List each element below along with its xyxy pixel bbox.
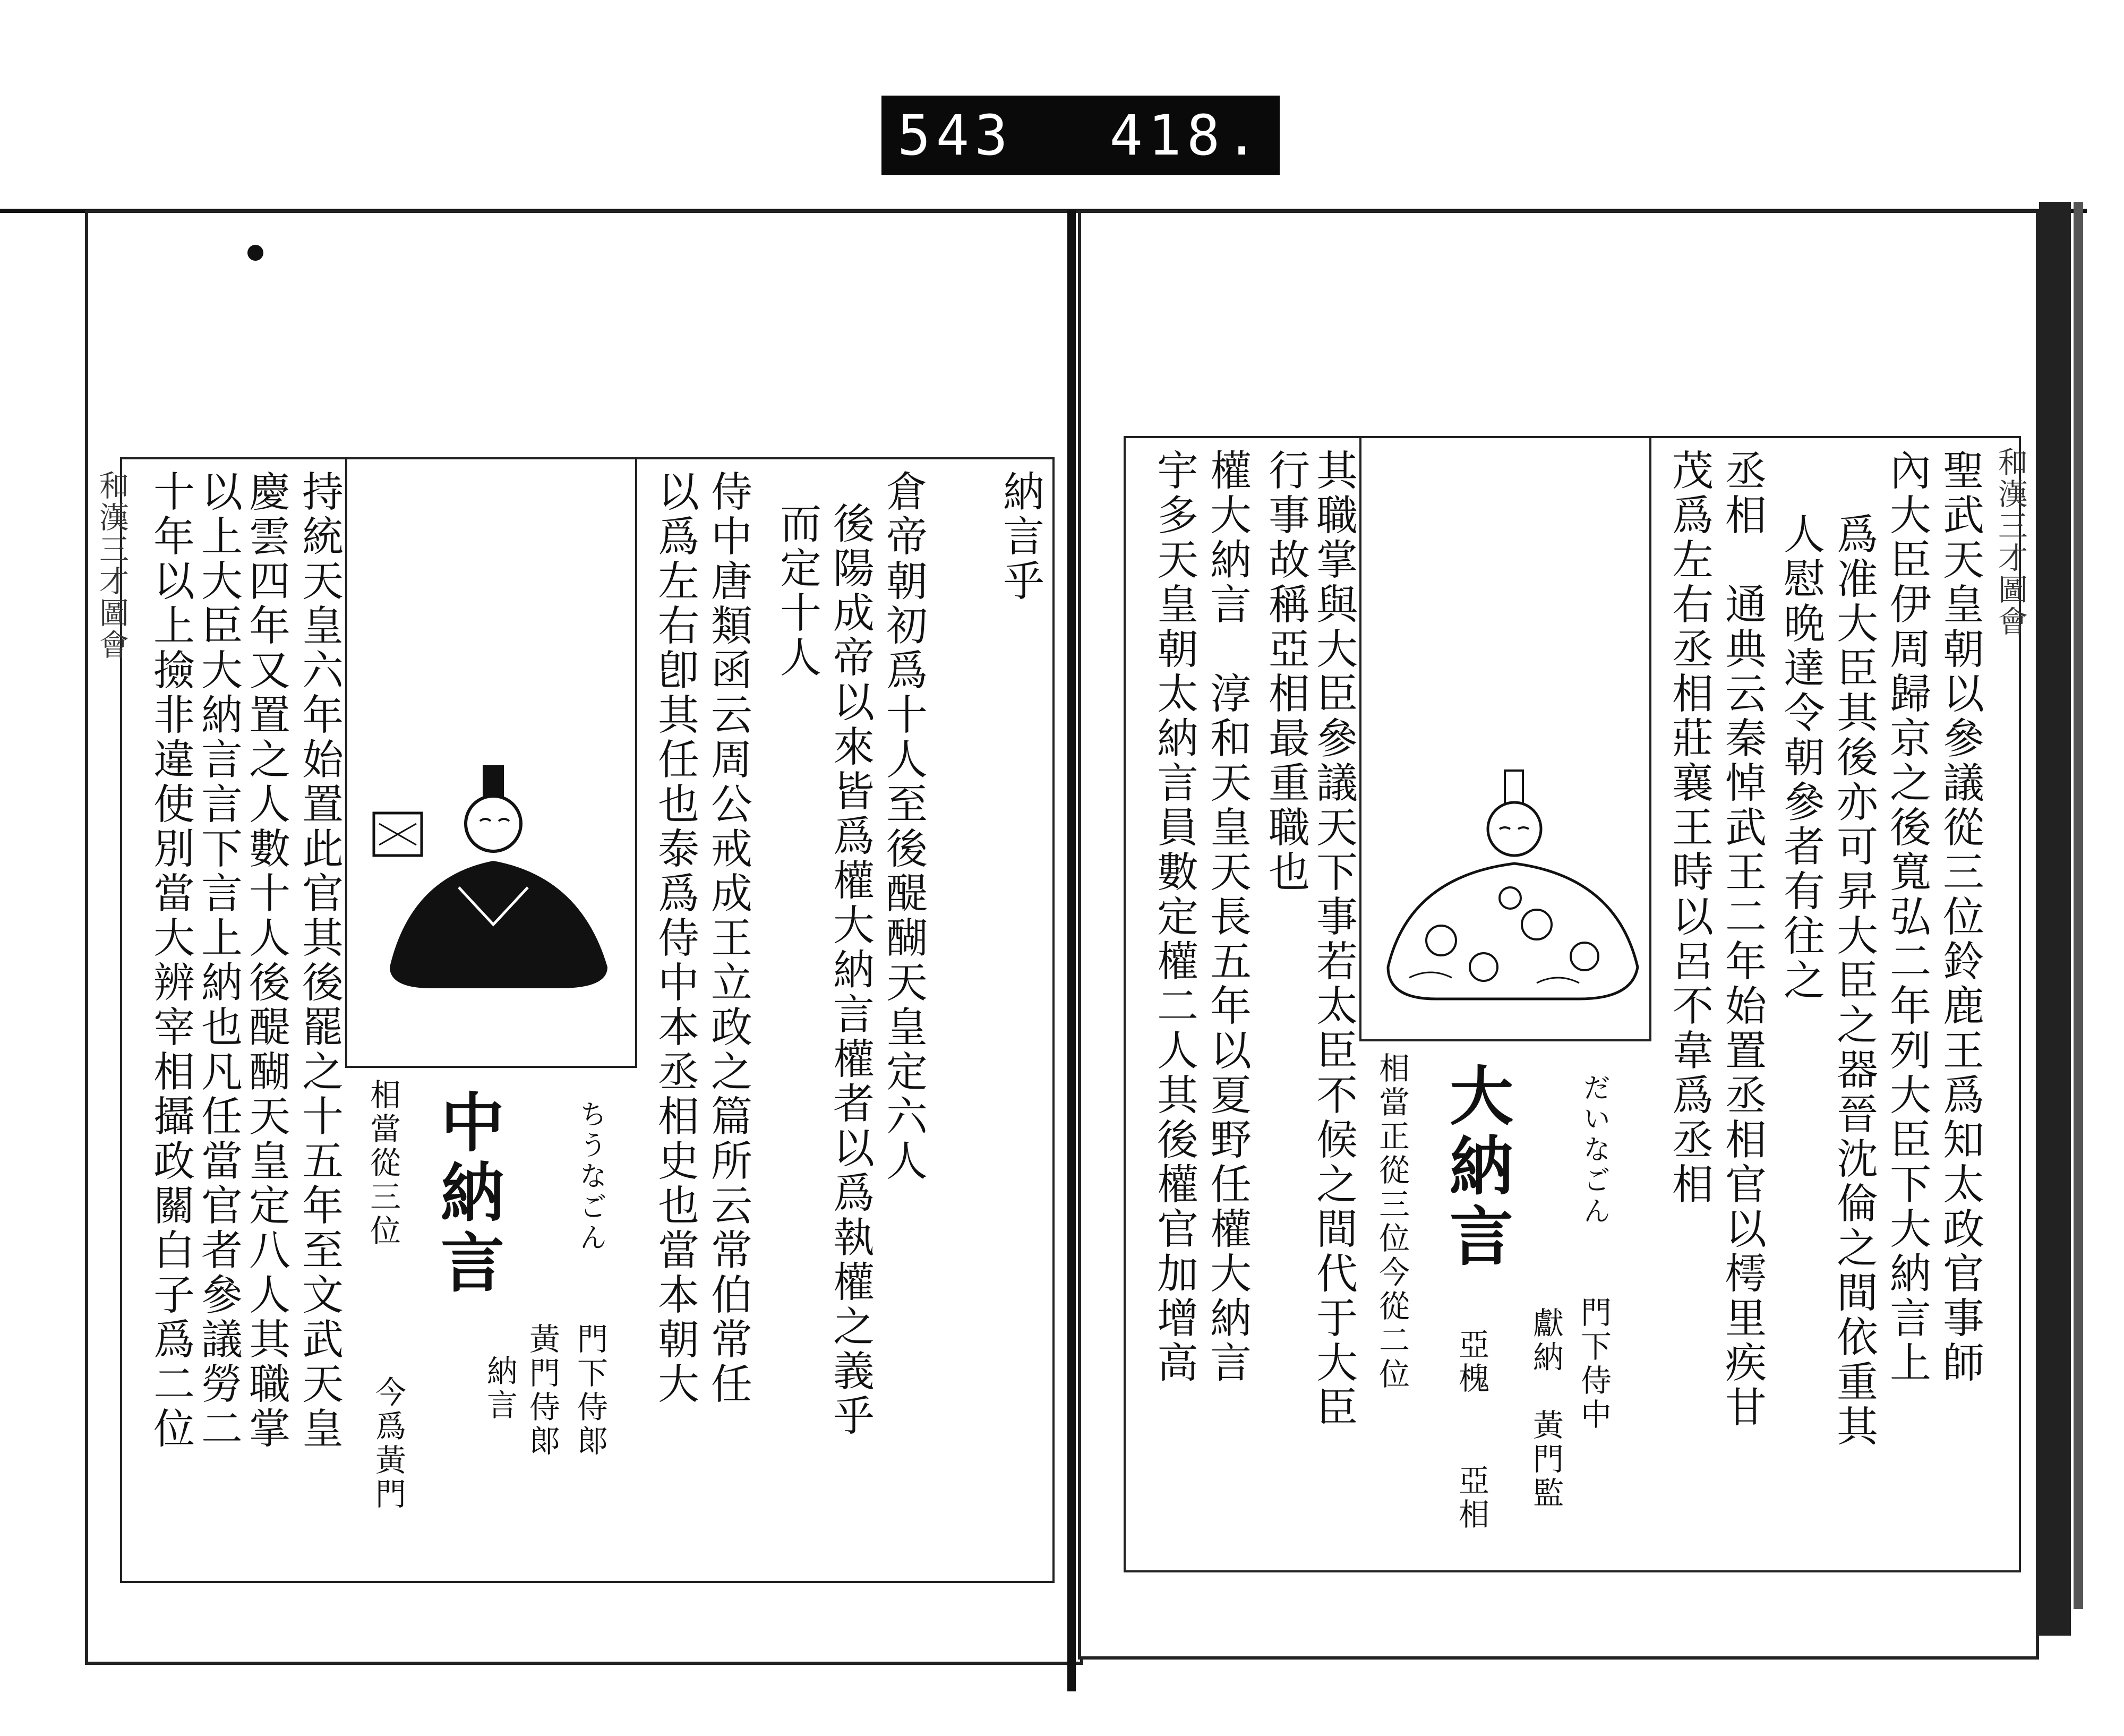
left-title-block (345, 1068, 637, 1583)
text-column: 而定十人 (773, 502, 821, 680)
reading-gloss: だいなごん (1578, 1073, 1610, 1227)
folio-stamp (881, 96, 1280, 175)
text-column: 宇多天皇朝太納言員數定權二人其後權官加增高 (1150, 449, 1198, 1386)
text-column: 聖武天皇朝以參議從三位鈴鹿王爲知太政官事師 (1936, 449, 1984, 1386)
right-margin-label: 和漢三才圖會 (1993, 447, 2028, 638)
text-column: 爲准大臣其後亦可昇大臣之器晉沈倫之間依重其 (1830, 512, 1878, 1449)
text-column: 持統天皇六年始置此官其後罷之十五年至文武天皇 (295, 470, 343, 1451)
alias-text: 黃門侍郞 (524, 1323, 560, 1459)
rank-text: 相當正從三位今從二位 (1374, 1052, 1410, 1392)
book-edge-inner (2074, 202, 2083, 1609)
court-official-figure-patterned (1377, 765, 1643, 1020)
folio-right-number: 418. (1109, 103, 1264, 168)
alias-text: 門下侍郞 (572, 1323, 608, 1459)
rank-text: 相當從三位 (365, 1079, 401, 1248)
folio-left-number: 543 (897, 103, 1013, 168)
entry-heading: 大納言 (1439, 1063, 1514, 1273)
text-column: 行事故稱亞相最重職也 (1262, 449, 1309, 895)
text-column: 納言乎 (996, 470, 1044, 604)
text-column: 茂爲左右丞相莊襄王時以呂不韋爲丞相 (1665, 449, 1713, 1207)
right-figure-box (1359, 436, 1651, 1041)
reading-gloss: ちうなごん (575, 1100, 606, 1254)
text-column: 後陽成帝以來皆爲權大納言權者以爲執權之義乎 (826, 502, 874, 1439)
text-column: 以爲左右卽其任也泰爲侍中本丞相史也當本朝大 (651, 470, 699, 1407)
entry-heading: 中納言 (430, 1089, 505, 1299)
court-official-figure-dark (369, 755, 623, 1010)
note-text: 今爲黃門 (370, 1376, 406, 1512)
text-column: 十年以上撿非違使別當大辨宰相攝政關白子爲二位 (147, 470, 194, 1451)
text-column: 其職掌與大臣參議天下事若太臣不候之間代于大臣 (1309, 449, 1357, 1430)
left-margin-label: 和漢三才圖會 (95, 470, 129, 661)
left-page (85, 210, 1083, 1665)
ink-spot (247, 245, 263, 261)
left-text-frame (95, 457, 1055, 1583)
right-page (1078, 210, 2039, 1660)
gutter-rule (1067, 210, 1076, 1691)
text-column: 侍中唐類函云周公戒成王立政之篇所云常伯常任 (704, 470, 752, 1407)
right-text-frame (1124, 436, 2021, 1572)
text-column: 倉帝朝初爲十人至後醍醐天皇定六人 (879, 470, 927, 1184)
alias-text: 門下侍中 (1575, 1296, 1612, 1432)
text-column: 以上大臣大納言言下言上納也凡任當官者參議勞二 (194, 470, 242, 1451)
text-column: 內大臣伊周歸京之後寬弘二年列大臣下大納言上 (1883, 449, 1931, 1386)
book-edge (2039, 202, 2071, 1636)
right-title-block (1359, 1041, 1651, 1572)
alias-text: 獻納 黃門監 (1528, 1307, 1564, 1511)
text-column: 人慰晩達令朝參者有往之 (1777, 512, 1825, 1003)
text-column: 慶雲四年又置之人數十人後醍醐天皇定八人其職掌 (242, 470, 290, 1451)
alias-text: 亞槐 亞相 (1453, 1328, 1489, 1532)
text-column: 權大納言 淳和天皇天長五年以夏野任權大納言 (1203, 449, 1251, 1386)
left-figure-box (345, 457, 637, 1068)
text-column: 丞相 通典云秦悼武王二年始置丞相官以樗里疾甘 (1718, 449, 1766, 1430)
alias-text: 納言 (482, 1355, 518, 1423)
